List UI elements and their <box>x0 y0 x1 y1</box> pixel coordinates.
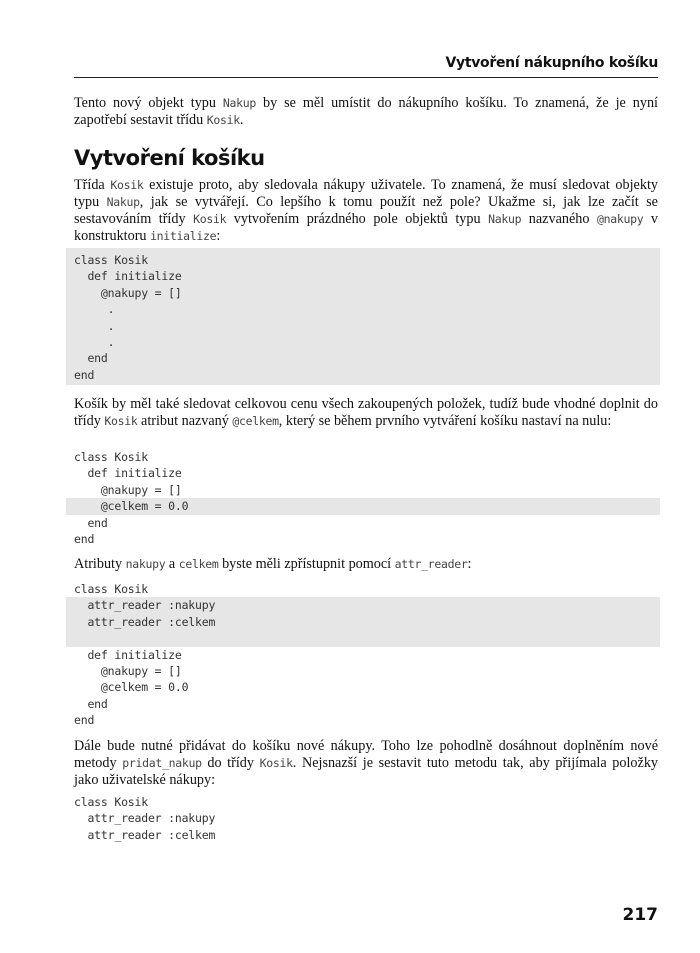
text-run: : <box>216 228 221 244</box>
text-run: Dále bude nutné přidávat do košíku nové nákupy. Toho lze pohodlně dosáhnout doplněním nové metody <box>74 738 658 771</box>
code-line: attr_reader :celkem <box>66 614 660 630</box>
inline-code: Kosik <box>104 414 138 428</box>
code-line: @celkem = 0.0 <box>74 680 189 695</box>
inline-code: nakupy <box>125 557 166 571</box>
code-line: attr_reader :nakupy <box>74 811 216 826</box>
code-block <box>66 248 660 385</box>
text-run: byste měli zpřístupnit pomocí <box>218 556 395 572</box>
running-header: Vytvoření nákupního košíku <box>74 55 658 78</box>
code-line: @nakupy = [] <box>74 285 182 300</box>
inline-code: Nakup <box>488 212 522 226</box>
code-line: end <box>74 367 95 382</box>
code-line: attr_reader :nakupy <box>66 597 660 613</box>
code-line: . <box>74 334 115 349</box>
inline-code: Nakup <box>222 96 257 110</box>
code-line: class Kosik <box>74 253 148 267</box>
inline-code: @nakupy <box>596 212 644 226</box>
text-run: : <box>467 556 472 572</box>
code-block <box>66 794 660 843</box>
section-heading: Vytvoření košíku <box>74 146 265 170</box>
text-run: . Nejsnazší je sestavit tuto metodu tak, aby přijímala položky jako uživatelské nákupy: <box>74 755 659 788</box>
code-line: @nakupy = [] <box>74 482 182 497</box>
inline-code: Kosik <box>206 113 240 127</box>
code-line: def initialize <box>74 466 182 481</box>
code-block <box>66 581 660 729</box>
inline-code: Kosik <box>259 756 293 770</box>
paragraph <box>74 95 658 129</box>
text-run: vytvořením prázdného pole objektů typu <box>226 211 489 227</box>
paragraph <box>74 738 658 789</box>
paragraph <box>74 556 658 573</box>
code-line: class Kosik <box>74 450 148 464</box>
code-line: def initialize <box>74 269 182 284</box>
code-line: class Kosik <box>74 795 148 809</box>
code-line: @nakupy = [] <box>74 663 182 678</box>
code-line: attr_reader :celkem <box>74 827 216 842</box>
inline-code: attr_reader <box>394 557 468 571</box>
inline-code: celkem <box>178 557 219 571</box>
paragraph <box>74 177 658 245</box>
text-run: by se měl umístit do nákupního košíku. To znamená, že je nyní zapotřebí sestavit třídu <box>74 95 658 128</box>
text-run: existuje proto, aby sledovala nákupy uživatele. To znamená, že musí sledovat objekty typu <box>74 177 658 210</box>
text-run: Třída <box>74 177 111 193</box>
code-line: end <box>74 531 95 546</box>
text-run: a <box>165 556 179 572</box>
code-line: end <box>74 515 108 530</box>
text-run: , jak se vytvářejí. Co lepšího k tomu použít než pole? Ukažme si, jak lze začít se sestavováním třídy <box>74 194 658 227</box>
text-run: . <box>239 112 244 128</box>
text-run: nazvaného <box>521 211 597 227</box>
page-number: 217 <box>622 905 658 925</box>
code-line: end <box>74 351 108 366</box>
code-line: end <box>74 696 108 711</box>
paragraph <box>74 396 658 430</box>
code-line: end <box>74 713 95 728</box>
inline-code: Kosik <box>110 178 144 192</box>
text-run: Tento nový objekt typu <box>74 95 223 111</box>
text-run: Atributy <box>74 556 126 572</box>
text-run: , který se během prvního vytváření košíku nastaví na nulu: <box>278 413 612 429</box>
inline-code: Nakup <box>106 195 140 209</box>
inline-code: @celkem <box>232 414 279 428</box>
text-run: v konstruktoru <box>74 211 658 244</box>
code-block <box>66 449 660 547</box>
inline-code: Kosik <box>193 212 227 226</box>
inline-code: initialize <box>150 229 217 243</box>
text-run: atribut nazvaný <box>137 413 233 429</box>
code-line: . <box>74 318 115 333</box>
code-line <box>66 630 660 646</box>
code-line: @celkem = 0.0 <box>66 498 660 514</box>
text-run: do třídy <box>201 755 260 771</box>
text-run: Košík by měl také sledovat celkovou cenu všech zakoupených položek, tudíž bude vhodné doplnit do třídy <box>74 396 658 429</box>
code-line: def initialize <box>74 647 182 662</box>
code-line: . <box>74 302 115 317</box>
inline-code: pridat_nakup <box>122 756 202 770</box>
code-line: class Kosik <box>74 582 148 596</box>
